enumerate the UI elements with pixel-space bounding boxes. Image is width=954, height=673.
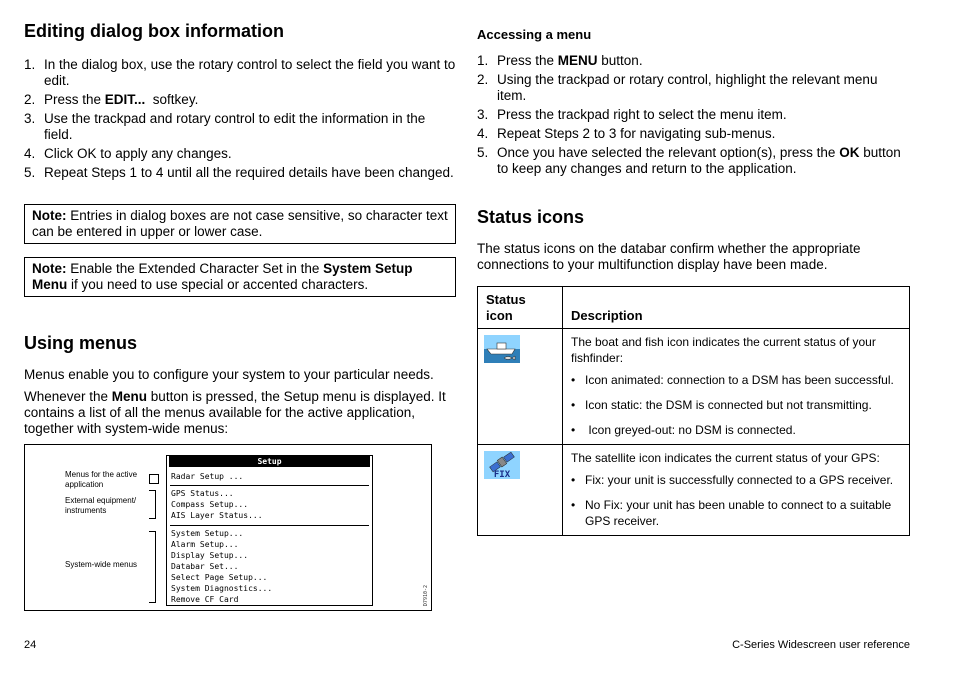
boat-fish-icon (484, 335, 520, 363)
page-number: 24 (24, 639, 37, 651)
list-item: 2. Using the trackpad or rotary control, highlight the relevant menu item. (477, 72, 878, 103)
menu-item-display-setup[interactable]: Display Setup... (171, 551, 249, 560)
menu-item-select-page-setup[interactable]: Select Page Setup... (171, 573, 268, 582)
list-item: • Icon static: the DSM is connected but not transmitting. (571, 398, 872, 412)
bracket-system-wide (149, 531, 156, 603)
table-row (478, 445, 910, 536)
using-menus-heading: Using menus (24, 333, 138, 353)
label-external: External equipment/ instruments (65, 496, 137, 515)
menu-item-system-setup[interactable]: System Setup... (171, 529, 244, 538)
list-item: 1. Press the MENU button. (477, 53, 643, 68)
list-item: 5. Repeat Steps 1 to 4 until all the required details have been changed. (24, 165, 454, 180)
list-item: 3. Use the trackpad and rotary control to edit the information in the field. (24, 111, 426, 142)
menu-item-compass-setup[interactable]: Compass Setup... (171, 500, 249, 509)
list-item: • Fix: your unit is successfully connected to a GPS receiver. (571, 473, 894, 487)
boat-fish-description: The boat and fish icon indicates the current status of your fishfinder: • Icon animated: connection to a DSM has been successful. • Icon static: the DSM is connected but not transmitting. • Icon greyed-out: no DSM is connected. (563, 329, 910, 445)
list-item: 4. Click OK to apply any changes. (24, 146, 232, 161)
menu-item-databar-set[interactable]: Databar Set... (171, 562, 239, 571)
menu-divider (170, 485, 369, 486)
accessing-heading: Accessing a menu (477, 27, 592, 42)
table-header-row (478, 287, 910, 329)
menu-item-gps-status[interactable]: GPS Status... (171, 489, 234, 498)
list-item: • Icon greyed-out: no DSM is connected. (571, 423, 796, 437)
using-menus-para1: Menus enable you to configure your system to your particular needs. (24, 367, 434, 382)
label-system-wide: System-wide menus (65, 560, 138, 569)
accessing-steps (477, 53, 910, 180)
note-case-sensitive: Note: Entries in dialog boxes are not case sensitive, so character text can be entered in upper or lower case. (24, 204, 456, 244)
setup-menu-title: Setup (169, 456, 370, 467)
status-icons-table (477, 286, 910, 536)
list-item: 5. Once you have selected the relevant option(s), press the OK button to keep any changes and return to the application. (477, 145, 901, 176)
list-item: • Icon animated: connection to a DSM has been successful. (571, 373, 894, 387)
icon-cell (478, 329, 563, 445)
using-menus-para2: Whenever the Menu button is pressed, the Setup menu is displayed. It contains a list of all the menus available for the active application, together with system-wide menus: (24, 389, 446, 436)
figure-code: D7910-2 (423, 584, 429, 606)
status-icons-para: The status icons on the databar confirm whether the appropriate connections to your multifunction display have been made. (477, 241, 861, 272)
note-extended-charset: Note: Enable the Extended Character Set in the System Setup Menu if you need to use special or accented characters. (24, 257, 456, 297)
col-header-description: Description (563, 287, 910, 329)
status-icons-heading: Status icons (477, 207, 585, 227)
menu-divider (170, 525, 369, 526)
list-item: 4. Repeat Steps 2 to 3 for navigating sub-menus. (477, 126, 776, 141)
list-item: 1. In the dialog box, use the rotary control to select the field you want to edit. (24, 57, 456, 88)
menu-item-ais-layer-status[interactable]: AIS Layer Status... (171, 511, 263, 520)
menu-item-system-diagnostics[interactable]: System Diagnostics... (171, 584, 273, 593)
setup-menu-figure (24, 444, 432, 611)
setup-menu-screen (166, 455, 373, 606)
menu-item-alarm-setup[interactable]: Alarm Setup... (171, 540, 239, 549)
footer-title: C-Series Widescreen user reference (732, 639, 910, 651)
menu-item-radar-setup[interactable]: Radar Setup ... (171, 472, 244, 481)
bracket-external (149, 490, 156, 519)
svg-text:FIX: FIX (493, 470, 511, 479)
list-item: 3. Press the trackpad right to select the menu item. (477, 107, 787, 122)
editing-heading: Editing dialog box information (24, 21, 284, 41)
label-active-app: Menus for the active application (65, 470, 138, 489)
list-item: 2. Press the EDIT... softkey. (24, 92, 199, 107)
menu-item-remove-cf-card[interactable]: Remove CF Card (171, 595, 239, 604)
icon-cell (478, 445, 563, 536)
editing-steps (24, 57, 456, 184)
bracket-active-app (149, 474, 159, 484)
col-header-status-icon: Status icon (478, 287, 563, 329)
satellite-fix-icon (484, 451, 520, 479)
satellite-description: The satellite icon indicates the current status of your GPS: • Fix: your unit is successfully connected to a GPS receiver. • No Fix: your unit has been unable to connect to a suitable GPS receiver. (563, 445, 910, 536)
list-item: • No Fix: your unit has been unable to connect to a suitable GPS receiver. (571, 498, 892, 528)
table-row (478, 329, 910, 445)
